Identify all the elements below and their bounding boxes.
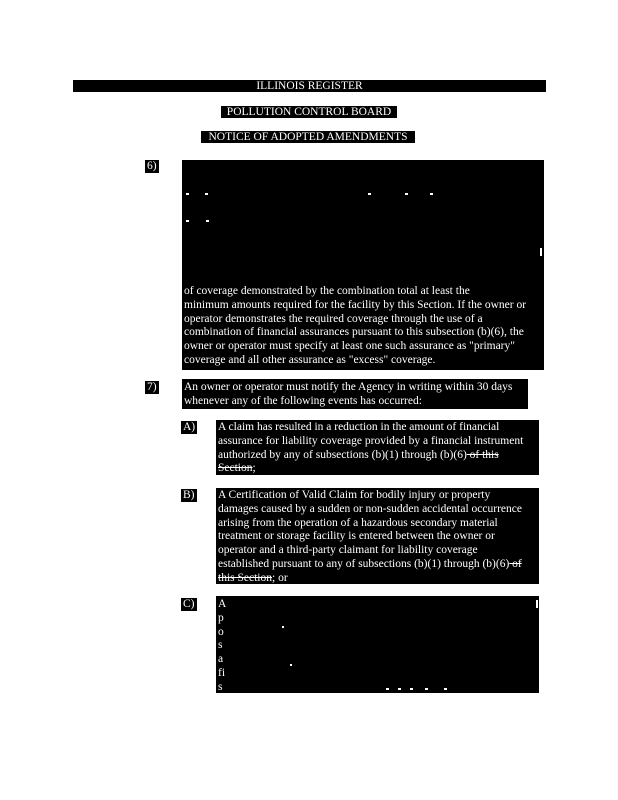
scan-speck <box>386 688 389 690</box>
text-run: ; <box>252 462 256 475</box>
text-run: ; or <box>272 571 288 584</box>
text-line: fi <box>218 666 226 679</box>
item-c-block <box>216 596 539 693</box>
register-title: ILLINOIS REGISTER <box>73 80 546 92</box>
text-line: whenever any of the following events has occurred: <box>184 394 422 407</box>
notice-title: NOTICE OF ADOPTED AMENDMENTS <box>201 131 415 143</box>
scan-speck <box>206 220 209 222</box>
section-6-label: 6) <box>147 160 157 172</box>
item-b-text <box>218 489 522 586</box>
text-line: damages caused by a sudden or non-sudden accidental occurrence <box>218 502 522 515</box>
item-c-text <box>218 598 226 695</box>
item-c-label: C) <box>183 598 195 610</box>
scan-speck <box>370 156 372 158</box>
text-line: operator and a third-party claimant for liability coverage <box>218 544 478 557</box>
text-run: authorized by any of subsections (b)(1) through (b)(6) <box>218 448 467 461</box>
scan-speck <box>405 193 408 195</box>
struck-text: of this <box>466 448 499 461</box>
text-line: a <box>218 653 224 666</box>
item-a-text <box>218 421 523 476</box>
text-line: coverage and all other assurance as "excess" coverage. <box>184 353 436 366</box>
struck-text: Section <box>218 462 253 475</box>
text-line: minimum amounts required for the facility by this Section. If the owner or <box>184 298 527 311</box>
section-6-text <box>184 285 546 368</box>
text-line: operator demonstrates the required coverage through the use of a <box>184 312 483 325</box>
scan-speck <box>186 220 189 222</box>
text-line: p <box>218 611 224 624</box>
text-line: s <box>218 680 223 693</box>
text-line <box>218 449 523 463</box>
struck-text: of <box>509 557 522 570</box>
text-line <box>218 558 522 572</box>
text-line: combination of financial assurances pursuant to this subsection (b)(6), the <box>184 326 524 339</box>
scan-speck <box>444 688 447 690</box>
text-line: A Certification of Valid Claim for bodily injury or property <box>218 489 491 501</box>
text-line: of coverage demonstrated by the combination total at least the <box>184 285 470 297</box>
scan-speck <box>410 688 413 690</box>
scan-speck <box>398 688 401 690</box>
board-title: POLLUTION CONTROL BOARD <box>221 106 397 118</box>
text-line: s <box>218 639 223 652</box>
text-line: assurance for liability coverage provided by a financial instrument <box>218 434 524 447</box>
scan-speck <box>425 688 428 690</box>
item-b-label: B) <box>183 489 195 501</box>
scan-speck <box>205 193 208 195</box>
section-7-label: 7) <box>147 381 157 393</box>
text-line: o <box>218 625 224 638</box>
scan-speck <box>536 600 538 608</box>
text-line <box>218 572 522 586</box>
section-7-text <box>184 381 512 409</box>
text-line: treatment or storage facility is entered between the owner or <box>218 530 495 543</box>
scan-speck <box>368 193 371 195</box>
text-line: A claim has resulted in a reduction in the amount of financial <box>218 421 500 433</box>
text-line: owner or operator must specify at least one such assurance as "primary" <box>184 340 515 353</box>
text-run: established pursuant to any of subsections (b)(1) through (b)(6) <box>218 557 510 570</box>
item-a-label: A) <box>183 421 196 433</box>
text-line: A <box>218 598 227 610</box>
scan-speck <box>430 193 433 195</box>
text-line: An owner or operator must notify the Agency in writing within 30 days <box>184 381 513 393</box>
scan-speck <box>540 248 542 256</box>
scan-speck <box>282 626 284 628</box>
text-line <box>218 462 523 476</box>
text-line: arising from the operation of a hazardous secondary material <box>218 516 498 529</box>
struck-text: this Section <box>218 571 272 584</box>
scan-speck <box>290 664 292 666</box>
scan-speck <box>186 193 189 195</box>
